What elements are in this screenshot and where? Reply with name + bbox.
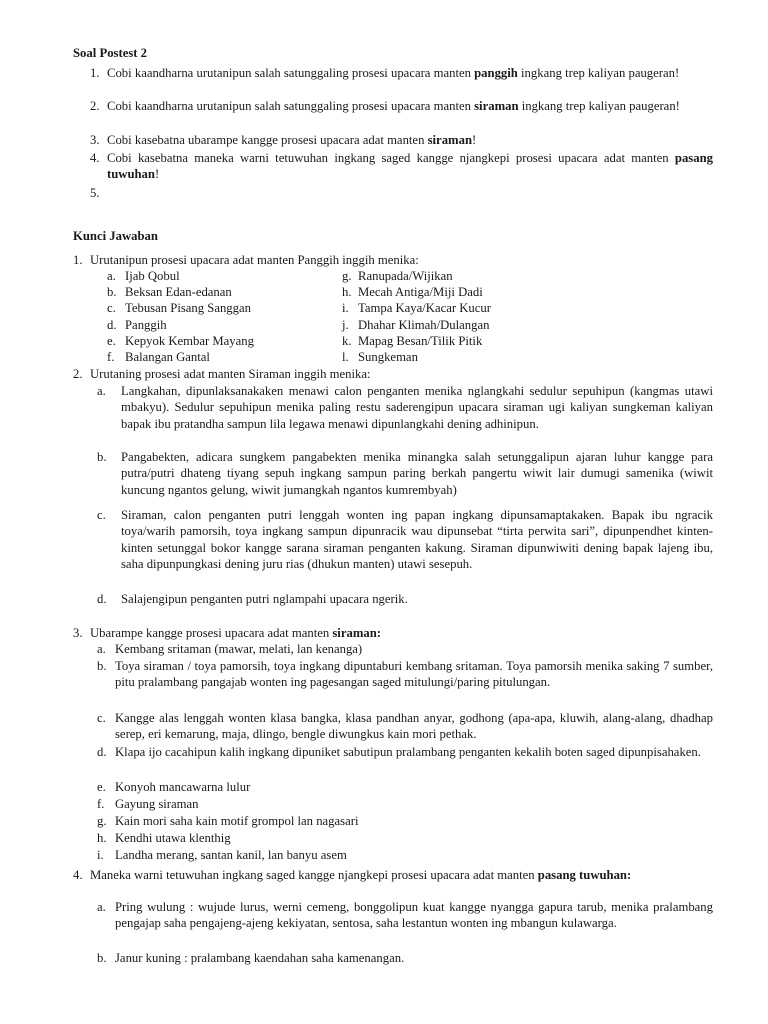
list-item (97, 899, 713, 932)
list-marker: d. (97, 745, 107, 759)
list-item (97, 710, 713, 743)
list-item (342, 349, 542, 365)
list-text: Kangge alas lenggah wonten klasa bangka, klasa pandhan anyar, godhong (apa-apa, kluwih, alang-alang, dhadhap serep, eri kemarung, maja, dlingo, bengle diwungkus kain mori pethak. (115, 711, 713, 742)
list-item (342, 268, 542, 284)
list-marker: a. (97, 384, 106, 398)
list-text: Mapag Besan/Tilik Pitik (358, 333, 483, 348)
list-marker: a. (97, 900, 106, 914)
list-text: Klapa ijo cacahipun kalih ingkang dipuniket sabutipun pralambang penganten kekalih boten saged dipunpisahaken. (115, 745, 701, 759)
list-item (97, 383, 713, 432)
kunci-title: Kunci Jawaban (73, 229, 158, 243)
list-marker: c. (97, 711, 106, 725)
list-item (107, 268, 327, 284)
list-item (342, 284, 542, 300)
question-keyword: pasang tuwuhan (107, 151, 713, 182)
question-keyword: panggih (474, 66, 518, 80)
list-marker: g. (97, 814, 107, 828)
list-item (97, 591, 713, 607)
list-item (97, 641, 713, 657)
list-text: Toya siraman / toya pamorsih, toya ingkang dipuntaburi kembang sritaman. Toya pamorsih menika saking 7 sumber, pitu pralambang pangajab wonten ing pagesangan saged mitulungi/paring pitulungan. (115, 659, 713, 690)
list-text: Janur kuning : pralambang kaendahan saha kamenangan. (115, 951, 405, 965)
list-text: Mecah Antiga/Miji Dadi (358, 285, 483, 300)
question-text: Cobi kaandharna urutanipun salah satunggaling prosesi upacara manten (107, 66, 475, 80)
list-text: Langkahan, dipunlaksanakaken menawi calon penganten menika nglangkahi sedulur sepuhipun (kangmas utawi mbakyu). Sedulur sepuhipun menika paling restu saderengipun upacara siraman ugi kaliyan sungkeman kaliyan bapak ibu pratandha sampun lila legawa menawi dipunlangkahi dening adhinipun. (121, 384, 713, 431)
answer-4 (73, 867, 713, 883)
list-item (342, 300, 542, 316)
list-marker: b. (97, 450, 107, 464)
list-marker: b. (97, 951, 107, 965)
list-text: Kain mori saha kain motif grompol lan nagasari (115, 814, 359, 828)
question-number: 2. (90, 99, 100, 113)
list-item (97, 658, 713, 691)
answer-intro: Urutaning prosesi adat manten Siraman inggih menika: (90, 367, 371, 381)
list-text: Ijab Qobul (125, 269, 180, 283)
question-text-end: ! (472, 133, 477, 147)
list-item (97, 449, 713, 498)
list-text: Beksan Edan-edanan (125, 285, 232, 300)
list-marker: a. (107, 269, 116, 283)
list-text: Pangabekten, adicara sungkem pangabekten menika minangka salah setunggalipun ajaran luhur kangge para putra/putri dhateng tiyang sepuh ingkang sampun paring berkah pangertu wiwit lair dumugi samenika (wiwit kuncung ngantos gelung, wiwit jumangkah ngantos kumrembyah) (121, 450, 713, 497)
list-marker: a. (97, 642, 106, 656)
list-text: Pring wulung : wujude lurus, werni cemeng, bonggolipun kuat kangge nyangga gapura tarub, menika pralambang pengajap saha pengajeng-ajeng kekiyatan, sentosa, saha lestantun wonten ing mbangun kulawarga. (115, 900, 713, 931)
list-marker: g. (342, 269, 352, 283)
question-text: Cobi kaandharna urutanipun salah satunggaling prosesi upacara manten (107, 99, 475, 113)
list-item (97, 813, 713, 829)
list-marker: c. (107, 301, 116, 316)
list-marker: h. (97, 831, 107, 845)
answer-intro: Maneka warni tetuwuhan ingkang saged kangge njangkepi prosesi upacara adat manten (90, 868, 538, 882)
list-text: Gayung siraman (115, 797, 199, 811)
list-marker: h. (342, 285, 352, 300)
question-number: 5. (90, 186, 100, 200)
list-item (107, 333, 327, 349)
list-item (97, 796, 713, 812)
list-marker: i. (97, 848, 104, 862)
list-text: Landha merang, santan kanil, lan banyu asem (115, 848, 347, 862)
answer-number: 1. (73, 253, 83, 267)
postest-title: Soal Postest 2 (73, 46, 148, 60)
list-text: Kendhi utawa klenthig (115, 831, 231, 845)
list-item (97, 779, 713, 795)
list-marker: d. (107, 317, 117, 332)
list-text: Balangan Gantal (125, 350, 210, 364)
list-marker: d. (97, 592, 107, 606)
list-marker: b. (97, 659, 107, 673)
list-text: Dhahar Klimah/Dulangan (358, 317, 490, 332)
list-item (107, 349, 327, 365)
list-marker: i. (342, 301, 349, 316)
list-item (97, 744, 713, 760)
list-text: Tebusan Pisang Sanggan (125, 301, 251, 316)
list-marker: j. (342, 317, 349, 332)
list-text: Panggih (125, 317, 167, 332)
question-text: Cobi kasebatna ubarampe kangge prosesi upacara adat manten (107, 133, 428, 147)
answer-number: 4. (73, 868, 83, 882)
list-marker: f. (107, 350, 115, 364)
question-1 (73, 65, 713, 81)
list-item (107, 317, 327, 333)
list-marker: l. (342, 350, 349, 364)
list-marker: e. (107, 333, 116, 348)
list-text: Kepyok Kembar Mayang (125, 333, 254, 348)
list-item (107, 284, 327, 300)
list-text: Ranupada/Wijikan (358, 269, 453, 283)
list-item (342, 317, 542, 333)
list-marker: c. (97, 508, 106, 522)
list-item (97, 950, 713, 966)
question-number: 4. (90, 151, 100, 165)
answer-1 (73, 252, 713, 268)
list-marker: e. (97, 780, 106, 794)
list-marker: f. (97, 797, 105, 811)
list-item (342, 333, 542, 349)
question-keyword: siraman (474, 99, 519, 113)
answer-keyword: pasang tuwuhan: (537, 868, 632, 882)
answer-3 (73, 625, 713, 641)
question-text-end: ingkang trep kaliyan paugeran! (517, 66, 680, 80)
list-text: Tampa Kaya/Kacar Kucur (358, 301, 491, 316)
question-text-end: ! (154, 167, 160, 182)
question-4 (73, 150, 713, 183)
question-3 (73, 132, 713, 148)
list-text: Konyoh mancawarna lulur (115, 780, 251, 794)
list-text: Salajengipun penganten putri nglampahi upacara ngerik. (121, 592, 408, 606)
list-text: Siraman, calon penganten putri lenggah wonten ing papan ingkang dipunsamaptakaken. Bapak ibu ngracik toya/warih pamorsih, toya ingkang sampun dipunracik wau dipunsebat “tirta perwita sari”, dipunpendhet kinten-kinten setunggal bokor kangge sarana siraman penganten kakung. Siraman dipunwiwiti dening bapak lajeng ibu, saha dipunpungkasi dening juru rias (dhukun manten) utawi sesepuh. (121, 508, 713, 571)
question-number: 3. (90, 133, 100, 147)
question-text: Cobi kasebatna maneka warni tetuwuhan ingkang saged kangge njangkepi prosesi upacara adat manten (107, 151, 675, 165)
answer-number: 2. (73, 367, 83, 381)
question-2 (73, 98, 713, 114)
answer-intro: Ubarampe kangge prosesi upacara adat manten (90, 626, 333, 640)
answer-keyword: siraman: (332, 626, 382, 640)
list-item (97, 507, 713, 572)
answer-2 (73, 366, 713, 382)
question-number: 1. (90, 66, 100, 80)
list-marker: b. (107, 285, 117, 300)
question-text-end: ingkang trep kaliyan paugeran! (518, 99, 680, 113)
answer-intro: Urutanipun prosesi upacara adat manten Panggih inggih menika: (90, 253, 419, 267)
list-text: Kembang sritaman (mawar, melati, lan kenanga) (115, 642, 363, 656)
list-item (97, 847, 713, 863)
list-marker: k. (342, 333, 352, 348)
answer-number: 3. (73, 626, 83, 640)
question-keyword: siraman (427, 133, 472, 147)
list-item (107, 300, 327, 316)
list-item (97, 830, 713, 846)
list-text: Sungkeman (358, 350, 418, 364)
